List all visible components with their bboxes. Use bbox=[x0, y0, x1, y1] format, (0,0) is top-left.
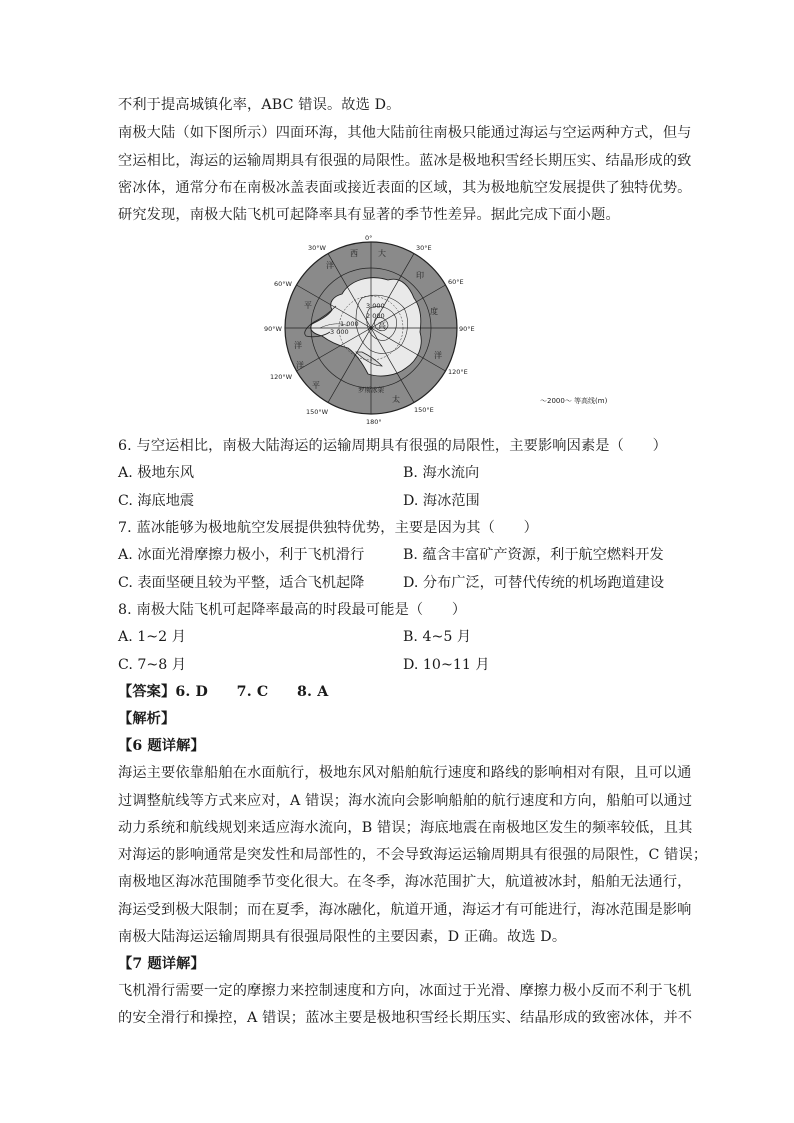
meridian-label-90w: 90°W bbox=[264, 325, 282, 333]
plateau-label: 高 bbox=[378, 321, 386, 330]
contour-label-3: 1 000 bbox=[340, 320, 359, 328]
meridian-label-180: 180° bbox=[366, 418, 382, 426]
ocean-label-ping-1: 平 bbox=[312, 381, 320, 390]
analysis-heading: 【解析】 bbox=[118, 711, 176, 727]
question-7-option-a: A. 冰面光滑摩擦力极小，利于飞机滑行 bbox=[118, 547, 365, 563]
intro-line-1: 不利于提高城镇化率，ABC 错误。故选 D。 bbox=[118, 97, 401, 113]
q6-heading: 【6 题详解】 bbox=[118, 738, 205, 754]
ocean-label-yang-1: 洋 bbox=[326, 261, 334, 270]
contour-label-2: 2 000 bbox=[366, 312, 385, 320]
map-legend: ～2000～ 等高线(m) bbox=[540, 397, 608, 405]
ocean-label-da: 大 bbox=[378, 249, 386, 258]
south-pole-dot bbox=[369, 326, 372, 329]
ocean-label-ping-2: 平 bbox=[304, 301, 312, 310]
contour-label-4: 3 000 bbox=[330, 328, 349, 336]
question-8-option-c: C. 7~8 月 bbox=[118, 657, 187, 673]
intro-line-3: 空运相比，海运的运输周期具有很强的局限性。蓝冰是极地积雪经长期压实、结晶形成的致 bbox=[118, 153, 692, 169]
q6-text-line-7: 南极大陆海运运输周期具有很强局限性的主要因素，D 正确。故选 D。 bbox=[118, 929, 567, 945]
q6-text-line-4: 对海运的影响通常是突发性和局部性的，不会导致海运运输周期具有很强的局限性，C 错误； bbox=[118, 847, 708, 863]
question-8-stem: 8. 南极大陆飞机可起降率最高的时段最可能是（ ） bbox=[118, 602, 467, 618]
meridian-label-0: 0° bbox=[365, 234, 373, 242]
question-6-option-a: A. 极地东风 bbox=[118, 465, 195, 481]
question-7-option-d: D. 分布广泛，可替代传统的机场跑道建设 bbox=[403, 575, 665, 591]
q6-text-line-3: 动力系统和航线规划来适应海水流向，B 错误；海底地震在南极地区发生的频率较低，且其 bbox=[118, 820, 693, 836]
q6-text-line-2: 过调整航线等方式来应对，A 错误；海水流向会影响船舶的航行速度和方向，船舶可以通过 bbox=[118, 793, 693, 809]
q7-heading: 【7 题详解】 bbox=[118, 956, 205, 972]
question-8-option-b: B. 4~5 月 bbox=[403, 629, 472, 645]
meridian-label-90e: 90°E bbox=[459, 325, 475, 333]
question-7-option-c: C. 表面坚硬且较为平整，适合飞机起降 bbox=[118, 575, 365, 591]
ocean-label-du: 度 bbox=[430, 307, 438, 316]
meridian-label-60e: 60°E bbox=[448, 278, 464, 286]
question-6-option-b: B. 海水流向 bbox=[403, 465, 480, 481]
question-6-option-c: C. 海底地震 bbox=[118, 493, 195, 509]
ocean-label-xi: 西 bbox=[350, 249, 358, 258]
q6-text-line-6: 海运受到极大限制；而在夏季，海冰融化，航道开通，海运才有可能进行，海冰范围是影响 bbox=[118, 902, 692, 918]
question-6-stem: 6. 与空运相比，南极大陆海运的运输周期具有很强的局限性，主要影响因素是（ ） bbox=[118, 438, 667, 454]
meridian-label-120w: 120°W bbox=[270, 373, 293, 381]
ocean-label-yang-4: 洋 bbox=[296, 361, 304, 370]
ocean-label-yang-3: 洋 bbox=[294, 341, 302, 350]
question-8-option-a: A. 1~2 月 bbox=[118, 629, 186, 645]
antarctica-map bbox=[264, 234, 532, 434]
meridian-label-150w: 150°W bbox=[306, 408, 329, 416]
meridian-label-120e: 120°E bbox=[448, 368, 468, 376]
intro-line-4: 密冰体，通常分布在南极冰盖表面或接近表面的区域，其为极地航空发展提供了独特优势。 bbox=[118, 180, 692, 196]
meridian-label-30e: 30°E bbox=[416, 244, 432, 252]
ocean-label-yin: 印 bbox=[416, 271, 424, 280]
answer-line: 【答案】6. D 7. C 8. A bbox=[118, 684, 329, 700]
meridian-label-30w: 30°W bbox=[308, 244, 326, 252]
q7-text-line-1: 飞机滑行需要一定的摩擦力来控制速度和方向，冰面过于光滑、摩擦力极小反而不利于飞机 bbox=[118, 983, 692, 999]
intro-line-2: 南极大陆（如下图所示）四面环海，其他大陆前往南极只能通过海运与空运两种方式，但与 bbox=[118, 125, 692, 141]
ocean-label-yang-2: 洋 bbox=[434, 351, 442, 360]
question-6-option-d: D. 海冰范围 bbox=[403, 493, 480, 509]
meridian-label-60w: 60°W bbox=[274, 280, 292, 288]
question-8-option-d: D. 10~11 月 bbox=[403, 657, 490, 673]
question-7-stem: 7. 蓝冰能够为极地航空发展提供独特优势，主要是因为其（ ） bbox=[118, 520, 538, 536]
intro-line-5: 研究发现，南极大陆飞机可起降率具有显著的季节性差异。据此完成下面小题。 bbox=[118, 207, 620, 223]
q6-text-line-1: 海运主要依靠船舶在水面航行，极地东风对船舶航行速度和路线的影响相对有限，且可以通 bbox=[118, 765, 692, 781]
q6-text-line-5: 南极地区海冰范围随季节变化很大。在冬季，海冰范围扩大，航道被冰封，船舶无法通行， bbox=[118, 874, 692, 890]
question-7-option-b: B. 蕴含丰富矿产资源，利于航空燃料开发 bbox=[403, 547, 664, 563]
q7-text-line-2: 的安全滑行和操控，A 错误；蓝冰主要是极地积雪经长期压实、结晶形成的致密冰体，并不 bbox=[118, 1010, 693, 1026]
meridian-label-150e: 150°E bbox=[414, 406, 434, 414]
contour-label-1: 3 000 bbox=[366, 302, 385, 310]
ross-shelf-label: 罗斯冰架 bbox=[358, 386, 384, 394]
ocean-label-tai: 太 bbox=[392, 395, 400, 404]
